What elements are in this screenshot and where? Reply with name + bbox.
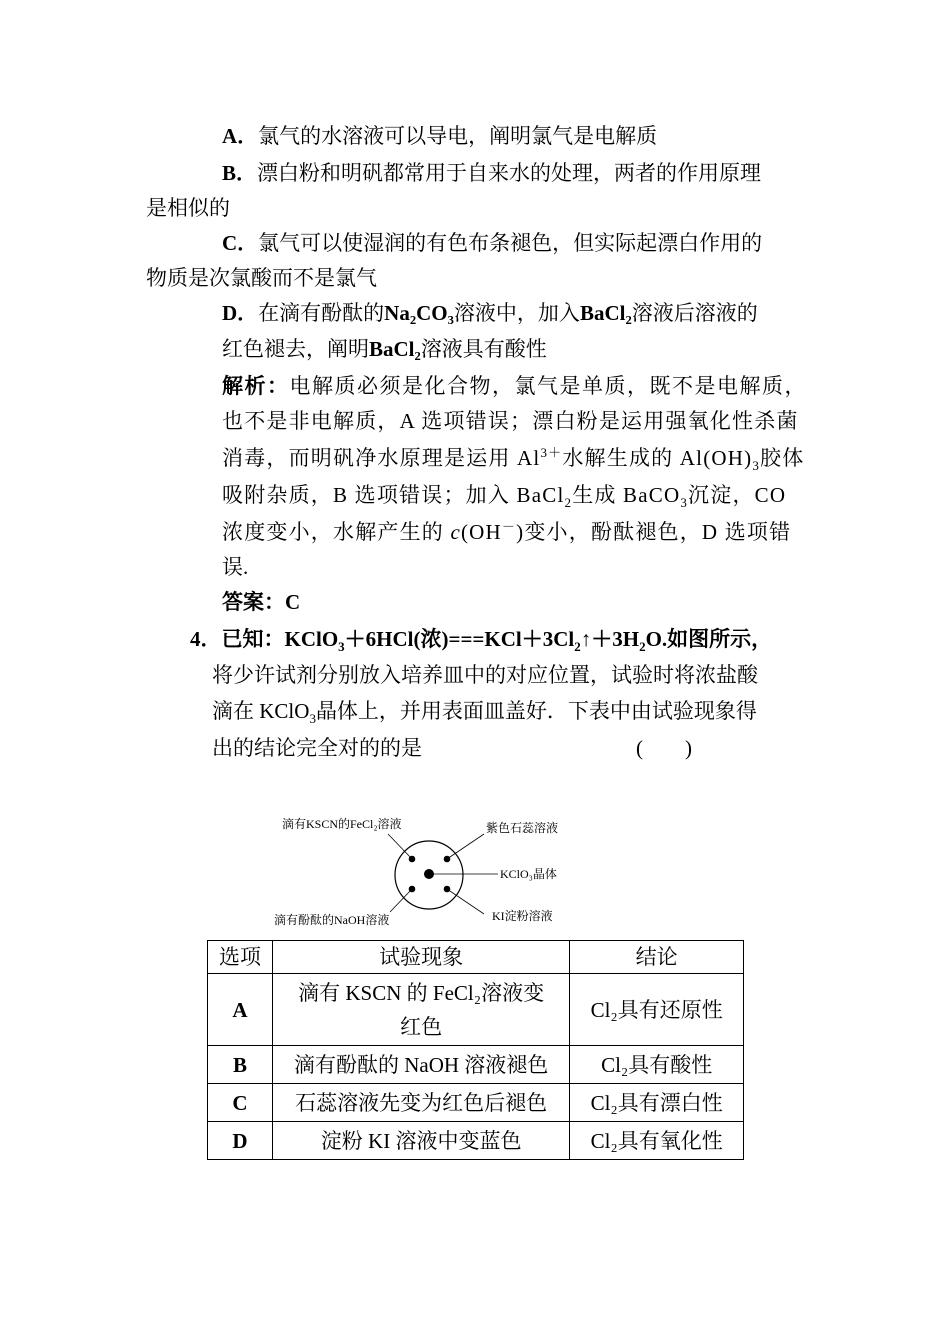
option-d-text-2b: 溶液具有酸性 <box>420 337 547 361</box>
option-b-letter: B． <box>222 161 258 185</box>
option-c-letter: C． <box>222 231 259 255</box>
row-option: D <box>208 1122 273 1160</box>
option-c-text-1: 氯气可以使湿润的有色布条褪色，但实际起漂白作用的 <box>258 231 763 255</box>
option-d-text-2a: 红色褪去，阐明 <box>222 337 369 361</box>
analysis-text-1: 电解质必须是化合物，氯气是单质，既不是电解质， <box>289 374 807 398</box>
question4-number: 4． <box>190 627 222 651</box>
petri-dish-diagram <box>270 808 580 936</box>
option-d-na2co3: Na₂CO₃ <box>384 301 454 325</box>
question4-text-1b: ＋6HCl(浓)===KCl＋3Cl <box>344 627 575 651</box>
label-fecl2: 滴有KSCN的FeCl₂溶液 <box>282 817 402 831</box>
row-option: B <box>208 1046 273 1084</box>
question4-answer-paren: ( ) <box>636 736 692 760</box>
analysis-label: 解析： <box>222 374 290 398</box>
header-option: 选项 <box>208 941 273 974</box>
label-ki: KI淀粉溶液 <box>492 909 553 923</box>
answer-label: 答案： <box>222 590 285 614</box>
question4-text-1d: O.如图所示， <box>645 627 773 651</box>
table-row <box>208 1122 744 1160</box>
question4-sub-3: 3 <box>309 711 316 727</box>
question4-text-1a: 已知：KClO <box>221 627 339 651</box>
table-row <box>208 1046 744 1084</box>
option-c-text-2: 物质是次氯酸而不是氯气 <box>146 266 377 290</box>
litmus-pointer <box>447 834 484 859</box>
row-phenomenon: 石蕊溶液先变为红色后褪色 <box>272 1084 569 1122</box>
analysis-line-5 <box>222 517 791 547</box>
analysis-text-3a: 消毒，而明矾净水原理是运用 Al <box>222 446 541 470</box>
label-kclo3: KClO₃晶体 <box>500 867 557 881</box>
row-phenomenon <box>272 974 569 1046</box>
question4-text-3a: 滴在 KClO <box>212 699 310 723</box>
row-phenomenon-line-2: 红色 <box>400 1014 443 1039</box>
analysis-sub-4a: 2 <box>564 495 573 511</box>
analysis-sup-5: － <box>501 519 517 534</box>
row-phenomenon: 滴有酚酞的 NaOH 溶液褪色 <box>272 1046 569 1084</box>
option-d-text-1b: 溶液中，加入 <box>453 301 580 325</box>
row-conclusion: Cl₂具有氧化性 <box>570 1122 744 1160</box>
analysis-line-4 <box>222 480 786 510</box>
option-b-text-1: 漂白粉和明矾都常用于自来水的处理，两者的作用原理 <box>257 161 762 185</box>
option-d-bacl2-2: BaCl₂ <box>369 337 421 361</box>
option-d-text-1c: 溶液后溶液的 <box>631 301 758 325</box>
question4-line-4: 出的结论完全对的的是 <box>212 736 422 760</box>
header-conclusion: 结论 <box>570 941 744 974</box>
question4-text-1c: ↑＋3H <box>580 627 640 651</box>
row-conclusion: Cl₂具有还原性 <box>570 974 744 1046</box>
analysis-text-3c: 胶体 <box>760 446 805 470</box>
answer <box>222 587 300 617</box>
analysis-c-var: c <box>450 520 461 544</box>
header-phenomenon: 试验现象 <box>272 941 569 974</box>
row-phenomenon-line-1: 滴有 KSCN 的 FeCl₂溶液变 <box>298 980 545 1005</box>
question4-line-3 <box>212 696 757 726</box>
question4-text-3b: 晶体上，并用表面皿盖好．下表中由试验现象得 <box>315 699 757 723</box>
option-d <box>222 298 758 328</box>
table-header-row <box>208 941 744 974</box>
option-c <box>222 228 762 258</box>
question4-line-2: 将少许试剂分别放入培养皿中的对应位置，试验时将浓盐酸 <box>212 663 758 687</box>
row-phenomenon: 淀粉 KI 溶液中变蓝色 <box>272 1122 569 1160</box>
analysis-sub-3: 3 <box>752 458 761 474</box>
question4-sub-1c: 2 <box>639 639 646 655</box>
option-b <box>222 158 761 188</box>
analysis-line-6: 误. <box>222 555 249 579</box>
label-naoh: 滴有酚酞的NaOH溶液 <box>274 913 390 927</box>
row-option: A <box>208 974 273 1046</box>
row-conclusion: Cl₂具有酸性 <box>570 1046 744 1084</box>
option-b-text-2: 是相似的 <box>146 196 230 220</box>
option-a-letter: A． <box>222 124 259 148</box>
analysis-text-4c: 沉淀，CO <box>688 483 787 507</box>
result-table <box>207 940 744 1160</box>
analysis-line-3 <box>222 443 804 473</box>
analysis-line-1 <box>222 371 807 401</box>
label-litmus: 紫色石蕊溶液 <box>486 821 559 835</box>
option-d-bacl2: BaCl₂ <box>579 301 632 325</box>
analysis-text-4a: 吸附杂质，B 选项错误；加入 BaCl <box>222 483 565 507</box>
option-d-text-1a: 在滴有酚酞的 <box>258 301 385 325</box>
option-a <box>222 121 657 151</box>
analysis-sub-4b: 3 <box>680 495 689 511</box>
fecl2-pointer <box>388 834 412 859</box>
table-row <box>208 1084 744 1122</box>
analysis-text-4b: 生成 BaCO <box>572 483 681 507</box>
table-row <box>208 974 744 1046</box>
analysis-text-3b: 水解生成的 Al(OH) <box>562 446 753 470</box>
row-conclusion: Cl₂具有漂白性 <box>570 1084 744 1122</box>
ki-pointer <box>447 889 484 914</box>
option-a-text: 氯气的水溶液可以导电，阐明氯气是电解质 <box>258 124 658 148</box>
question4-line-1 <box>190 624 772 654</box>
question4-sub-1a: 3 <box>338 639 345 655</box>
analysis-text-5a: 浓度变小，水解产生的 <box>222 520 451 544</box>
option-d-letter: D． <box>222 301 259 325</box>
naoh-pointer <box>390 889 412 912</box>
row-option: C <box>208 1084 273 1122</box>
analysis-line-2: 也不是非电解质，A 选项错误；漂白粉是运用强氧化性杀菌 <box>222 409 799 433</box>
question4-sub-1b: 2 <box>574 639 581 655</box>
kclo3-dot <box>424 869 434 879</box>
option-d-line-2 <box>222 334 547 364</box>
analysis-text-5d: )变小，酚酞褪色，D 选项错 <box>516 520 792 544</box>
analysis-sup-3: 3＋ <box>540 445 563 460</box>
analysis-text-5b: (OH <box>460 520 502 544</box>
answer-value: C <box>285 590 301 614</box>
